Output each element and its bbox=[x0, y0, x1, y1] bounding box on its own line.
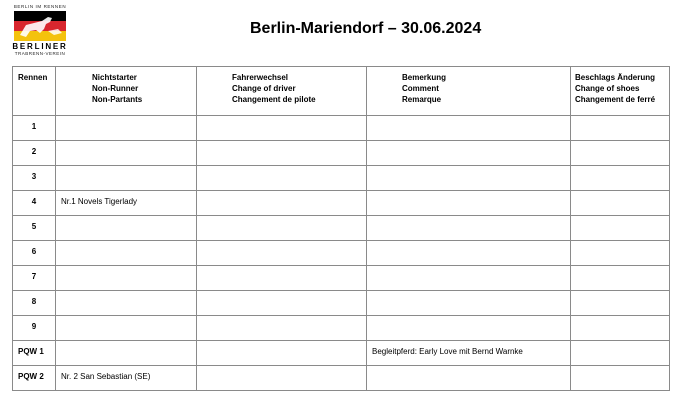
comment-cell bbox=[367, 191, 571, 216]
club-logo bbox=[12, 4, 68, 62]
shoes-change-cell bbox=[571, 241, 670, 266]
shoes-change-cell bbox=[571, 341, 670, 366]
comment-cell bbox=[367, 291, 571, 316]
shoes-change-cell bbox=[571, 366, 670, 391]
shoes-change-cell bbox=[571, 191, 670, 216]
shoes-change-cell bbox=[571, 266, 670, 291]
non-starters-cell bbox=[56, 116, 197, 141]
race-number-cell: 2 bbox=[13, 141, 56, 166]
race-number-cell: 1 bbox=[13, 116, 56, 141]
comment-cell bbox=[367, 266, 571, 291]
non-starters-cell bbox=[56, 216, 197, 241]
comment-cell bbox=[367, 316, 571, 341]
shoes-change-cell bbox=[571, 116, 670, 141]
header-comment: Bemerkung Comment Remarque bbox=[367, 67, 571, 116]
header-non-starters: Nichtstarter Non-Runner Non-Partants bbox=[56, 67, 197, 116]
driver-change-cell bbox=[197, 216, 367, 241]
race-changes-table bbox=[12, 66, 670, 391]
header-driver-change: Fahrerwechsel Change of driver Changement de pilote bbox=[197, 67, 367, 116]
non-starters-cell bbox=[56, 316, 197, 341]
driver-change-cell bbox=[197, 191, 367, 216]
table-row bbox=[13, 266, 670, 291]
comment-cell: Begleitpferd: Early Love mit Bernd Warnke bbox=[367, 341, 571, 366]
race-number-cell: 9 bbox=[13, 316, 56, 341]
driver-change-cell bbox=[197, 241, 367, 266]
header-shoes-change: Beschlags Änderung Change of shoes Changement de ferré bbox=[571, 67, 670, 116]
race-number-cell: 8 bbox=[13, 291, 56, 316]
table-row bbox=[13, 291, 670, 316]
logo-flag-emblem bbox=[14, 11, 66, 41]
race-number-cell: PQW 1 bbox=[13, 341, 56, 366]
driver-change-cell bbox=[197, 291, 367, 316]
table-row bbox=[13, 241, 670, 266]
comment-cell bbox=[367, 166, 571, 191]
non-starters-cell bbox=[56, 141, 197, 166]
race-number-cell: 7 bbox=[13, 266, 56, 291]
race-number-cell: 3 bbox=[13, 166, 56, 191]
comment-cell bbox=[367, 116, 571, 141]
driver-change-cell bbox=[197, 316, 367, 341]
table-row bbox=[13, 191, 670, 216]
table-row bbox=[13, 366, 670, 391]
driver-change-cell bbox=[197, 116, 367, 141]
non-starters-cell bbox=[56, 241, 197, 266]
driver-change-cell bbox=[197, 266, 367, 291]
non-starters-cell bbox=[56, 341, 197, 366]
shoes-change-cell bbox=[571, 216, 670, 241]
table-row bbox=[13, 216, 670, 241]
table-row bbox=[13, 316, 670, 341]
non-starters-cell bbox=[56, 291, 197, 316]
table-row bbox=[13, 116, 670, 141]
shoes-change-cell bbox=[571, 141, 670, 166]
driver-change-cell bbox=[197, 141, 367, 166]
shoes-change-cell bbox=[571, 316, 670, 341]
table-row bbox=[13, 341, 670, 366]
race-number-cell: 4 bbox=[13, 191, 56, 216]
header-race: Rennen bbox=[13, 67, 56, 116]
non-starters-cell bbox=[56, 166, 197, 191]
page-title: Berlin-Mariendorf – 30.06.2024 bbox=[250, 20, 482, 37]
comment-cell bbox=[367, 141, 571, 166]
comment-cell bbox=[367, 241, 571, 266]
table-row bbox=[13, 141, 670, 166]
trotting-horse-icon bbox=[14, 11, 66, 41]
table-row bbox=[13, 166, 670, 191]
non-starters-cell bbox=[56, 266, 197, 291]
shoes-change-cell bbox=[571, 166, 670, 191]
driver-change-cell bbox=[197, 366, 367, 391]
logo-tagline: BERLIN IM RENNEN bbox=[13, 4, 67, 9]
race-number-cell: 5 bbox=[13, 216, 56, 241]
logo-brand: BERLINER bbox=[12, 42, 68, 51]
table-header-row bbox=[13, 67, 670, 116]
non-starters-cell: Nr.1 Novels Tigerlady bbox=[56, 191, 197, 216]
race-number-cell: PQW 2 bbox=[13, 366, 56, 391]
comment-cell bbox=[367, 216, 571, 241]
logo-subtitle: TRABRENN-VEREIN bbox=[14, 51, 66, 56]
driver-change-cell bbox=[197, 166, 367, 191]
non-starters-cell: Nr. 2 San Sebastian (SE) bbox=[56, 366, 197, 391]
comment-cell bbox=[367, 366, 571, 391]
race-number-cell: 6 bbox=[13, 241, 56, 266]
driver-change-cell bbox=[197, 341, 367, 366]
shoes-change-cell bbox=[571, 291, 670, 316]
